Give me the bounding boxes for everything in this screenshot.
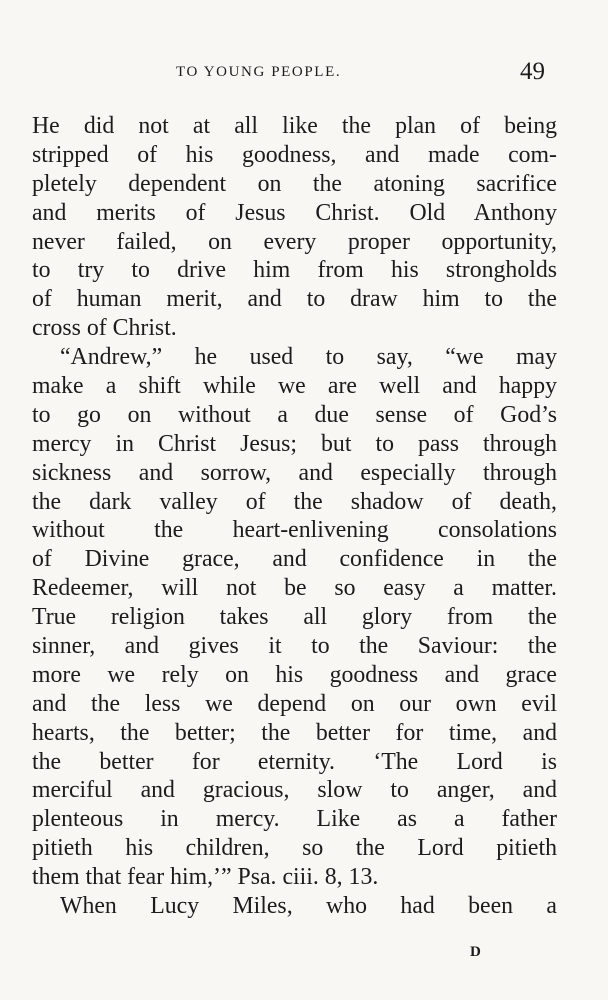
signature-mark: D <box>470 944 481 960</box>
text-line: the better for eternity. ‘The Lord is <box>32 748 557 775</box>
text-line: to go on without a due sense of God’s <box>32 401 557 428</box>
text-line: to try to drive him from his strongholds <box>32 257 557 284</box>
running-head: TO YOUNG PEOPLE. <box>176 64 342 80</box>
text-line: without the heart-enlivening consolations <box>32 517 557 544</box>
text-line: sickness and sorrow, and especially through <box>32 459 557 486</box>
text-line: the dark valley of the shadow of death, <box>32 488 557 515</box>
text-line: When Lucy Miles, who had been a <box>60 893 557 920</box>
text-line: plenteous in mercy. Like as a father <box>32 806 557 833</box>
text-line: more we rely on his goodness and grace <box>32 661 557 688</box>
text-line: pitieth his children, so the Lord pitieth <box>32 835 557 862</box>
text-line: them that fear him,’” Psa. ciii. 8, 13. <box>32 864 379 891</box>
text-line: cross of Christ. <box>32 315 177 342</box>
text-line: make a shift while we are well and happy <box>32 373 557 400</box>
page-number: 49 <box>520 58 545 85</box>
text-line: of human merit, and to draw him to the <box>32 286 557 313</box>
text-line: stripped of his goodness, and made com- <box>32 141 557 168</box>
body-text <box>32 112 557 921</box>
text-line: and the less we depend on our own evil <box>32 690 557 717</box>
text-line: mercy in Christ Jesus; but to pass through <box>32 430 557 457</box>
page-header <box>0 58 608 88</box>
text-line: He did not at all like the plan of being <box>32 113 557 139</box>
text-line: sinner, and gives it to the Saviour: the <box>32 633 557 660</box>
text-line: and merits of Jesus Christ. Old Anthony <box>32 199 557 226</box>
text-line: never failed, on every proper opportunity, <box>32 228 557 255</box>
text-line: Redeemer, will not be so easy a matter. <box>32 575 557 602</box>
text-line: pletely dependent on the atoning sacrifice <box>32 170 557 197</box>
text-line: merciful and gracious, slow to anger, and <box>32 777 557 804</box>
text-line: hearts, the better; the better for time, and <box>32 719 557 746</box>
text-line: “Andrew,” he used to say, “we may <box>60 344 557 371</box>
text-line: True religion takes all glory from the <box>32 604 557 631</box>
text-line: of Divine grace, and confidence in the <box>32 546 557 573</box>
